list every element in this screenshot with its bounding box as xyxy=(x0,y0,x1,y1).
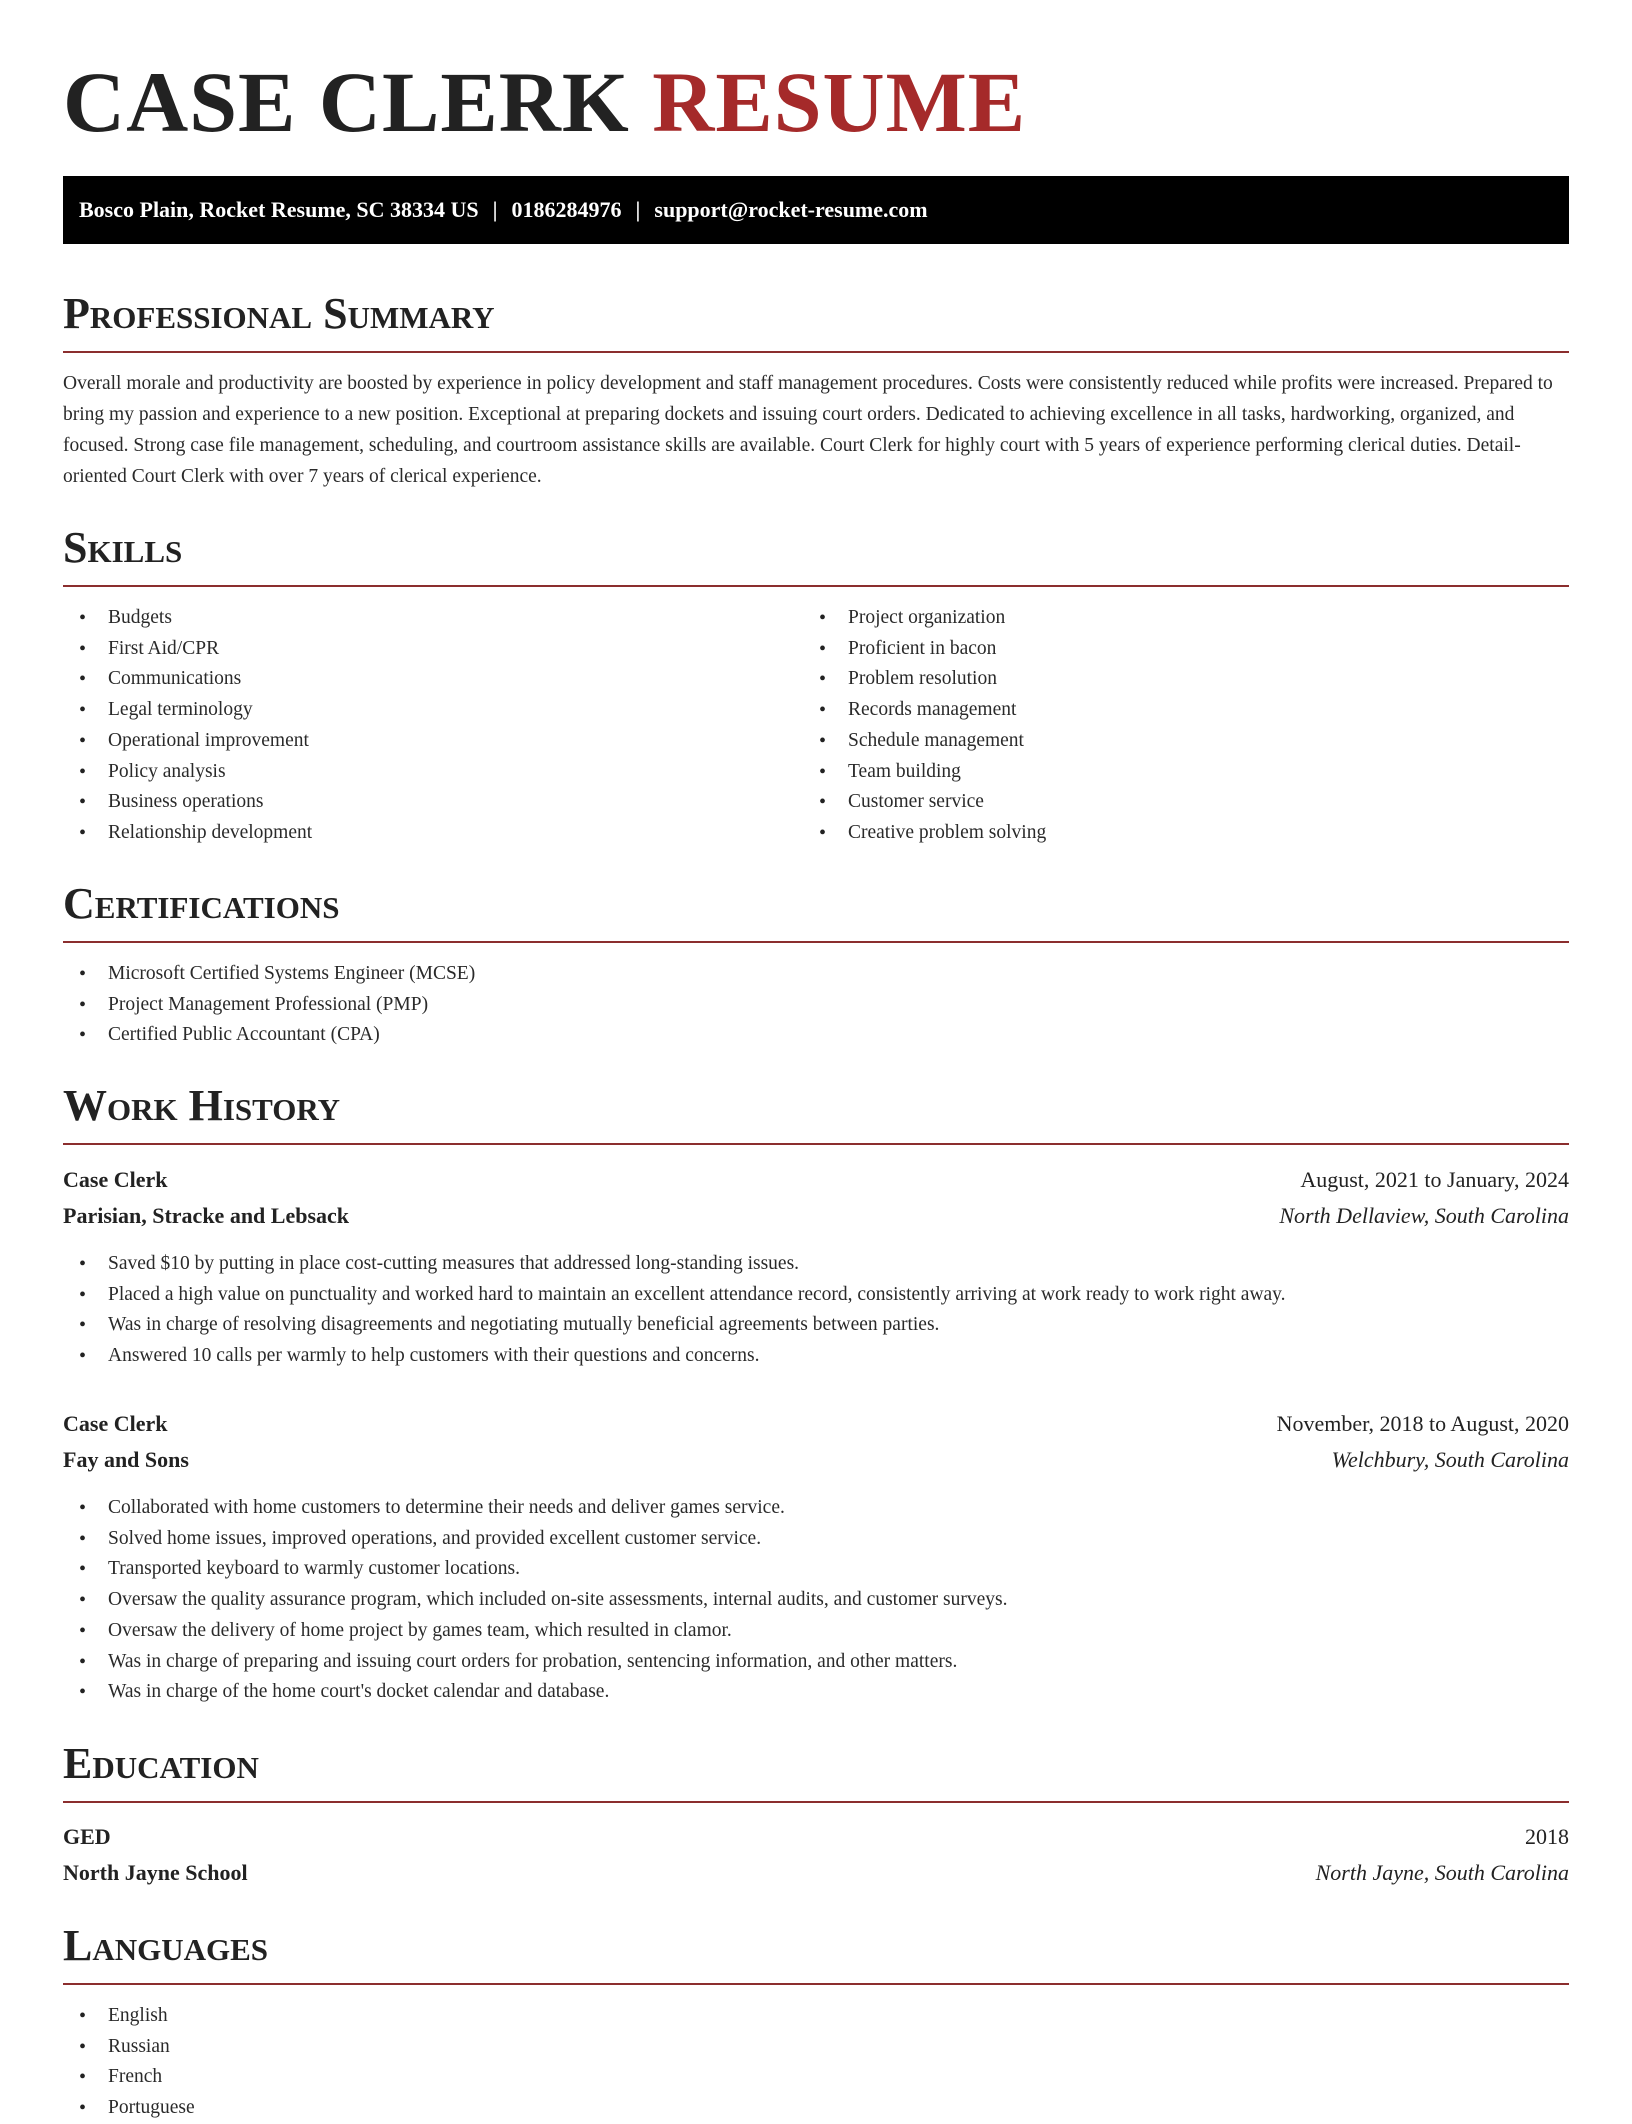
section-divider xyxy=(63,1801,1569,1803)
section-title-summary: Professional Summary xyxy=(63,289,495,338)
section-divider xyxy=(63,941,1569,943)
contact-phone: 0186284976 xyxy=(511,197,622,222)
skill-item: • First Aid/CPR xyxy=(63,634,763,665)
section-divider xyxy=(63,1983,1569,1985)
skill-item: • Schedule management xyxy=(803,726,1503,757)
job-location: Welchbury, South Carolina xyxy=(1331,1447,1569,1472)
resume-title xyxy=(63,52,1026,152)
certifications-list xyxy=(63,959,1463,1051)
skill-item: • Customer service xyxy=(803,787,1503,818)
skill-item: • Operational improvement xyxy=(63,726,763,757)
job-duty: • Was in charge of preparing and issuing court orders for probation, sentencing information, and other matters. xyxy=(63,1647,1563,1678)
certification-item: • Certified Public Accountant (CPA) xyxy=(63,1020,1463,1051)
title-part-1: CASE CLERK xyxy=(63,54,630,150)
skill-item: • Team building xyxy=(803,757,1503,788)
education-school: North Jayne School xyxy=(63,1860,248,1885)
job-duty: • Placed a high value on punctuality and worked hard to maintain an excellent attendance record, consistently arriving at work ready to work right away. xyxy=(63,1280,1563,1311)
section-title-certifications: Certifications xyxy=(63,879,340,928)
language-item: • English xyxy=(63,2001,663,2032)
title-part-2: RESUME xyxy=(652,54,1027,150)
job-duty: • Answered 10 calls per warmly to help customers with their questions and concerns. xyxy=(63,1341,1563,1372)
section-title-education: Education xyxy=(63,1739,259,1788)
job-title: Case Clerk xyxy=(63,1167,168,1192)
job-subheader xyxy=(63,1443,1569,1477)
contact-address: Bosco Plain, Rocket Resume, SC 38334 US xyxy=(79,197,479,222)
job-header xyxy=(63,1407,1569,1441)
education-degree: GED xyxy=(63,1824,111,1849)
job-duty: • Oversaw the quality assurance program, which included on-site assessments, internal audits, and customer surveys. xyxy=(63,1585,1563,1616)
job-header xyxy=(63,1163,1569,1197)
job-company: Parisian, Stracke and Lebsack xyxy=(63,1203,350,1228)
skill-item: • Problem resolution xyxy=(803,664,1503,695)
skill-item: • Communications xyxy=(63,664,763,695)
education-year: 2018 xyxy=(1525,1824,1569,1849)
job-duty: • Transported keyboard to warmly customer locations. xyxy=(63,1554,1563,1585)
job-dates: August, 2021 to January, 2024 xyxy=(1300,1167,1569,1192)
section-title-languages: Languages xyxy=(63,1921,269,1970)
job-duty: • Was in charge of the home court's docket calendar and database. xyxy=(63,1677,1563,1708)
contact-email[interactable]: support@rocket-resume.com xyxy=(654,197,928,222)
skills-list-left xyxy=(63,603,763,849)
summary-text: Overall morale and productivity are boosted by experience in policy development and staff management procedures. Costs were consistently reduced while profits were increased. Prepared to bring my passion and experience to a new position. Exceptional at preparing dockets and issuing court orders. Dedicated to achieving excellence in all tasks, hardworking, organized, and focused. Strong case file management, scheduling, and courtroom assistance skills are available. Court Clerk for highly court with 5 years of experience performing clerical duties. Detail-oriented Court Clerk with over 7 years of clerical experience. xyxy=(63,373,1553,487)
section-divider xyxy=(63,351,1569,353)
education-location: North Jayne, South Carolina xyxy=(1315,1860,1569,1885)
job-location: North Dellaview, South Carolina xyxy=(1279,1203,1569,1228)
skill-item: • Legal terminology xyxy=(63,695,763,726)
languages-list xyxy=(63,2001,663,2124)
section-divider xyxy=(63,1143,1569,1145)
section-title-skills: Skills xyxy=(63,523,183,572)
job-duty: • Was in charge of resolving disagreements and negotiating mutually beneficial agreements between parties. xyxy=(63,1310,1563,1341)
job-dates: November, 2018 to August, 2020 xyxy=(1276,1411,1569,1436)
education-header xyxy=(63,1820,1569,1854)
job-duty: • Collaborated with home customers to determine their needs and deliver games service. xyxy=(63,1493,1563,1524)
certification-item: • Microsoft Certified Systems Engineer (MCSE) xyxy=(63,959,1463,990)
job-duty: • Saved $10 by putting in place cost-cutting measures that addressed long-standing issues. xyxy=(63,1249,1563,1280)
job-duty: • Solved home issues, improved operations, and provided excellent customer service. xyxy=(63,1524,1563,1555)
job-subheader xyxy=(63,1199,1569,1233)
skill-item: • Business operations xyxy=(63,787,763,818)
skill-item: • Relationship development xyxy=(63,818,763,849)
job-duties-list xyxy=(63,1249,1563,1372)
job-duties-list xyxy=(63,1493,1563,1708)
skills-list-right xyxy=(803,603,1503,849)
skill-item: • Proficient in bacon xyxy=(803,634,1503,665)
skill-item: • Records management xyxy=(803,695,1503,726)
language-item: • Russian xyxy=(63,2032,663,2063)
education-subheader xyxy=(63,1856,1569,1890)
job-title: Case Clerk xyxy=(63,1411,168,1436)
certification-item: • Project Management Professional (PMP) xyxy=(63,990,1463,1021)
language-item: • Portuguese xyxy=(63,2093,663,2124)
language-item: • French xyxy=(63,2062,663,2093)
skill-item: • Project organization xyxy=(803,603,1503,634)
skill-item: • Policy analysis xyxy=(63,757,763,788)
section-title-work-history: Work History xyxy=(63,1081,341,1130)
skill-item: • Budgets xyxy=(63,603,763,634)
skill-item: • Creative problem solving xyxy=(803,818,1503,849)
contact-bar xyxy=(63,176,1569,244)
job-duty: • Oversaw the delivery of home project by games team, which resulted in clamor. xyxy=(63,1616,1563,1647)
job-company: Fay and Sons xyxy=(63,1447,189,1472)
contact-separator: | xyxy=(492,197,498,222)
contact-separator: | xyxy=(635,197,641,222)
section-divider xyxy=(63,585,1569,587)
